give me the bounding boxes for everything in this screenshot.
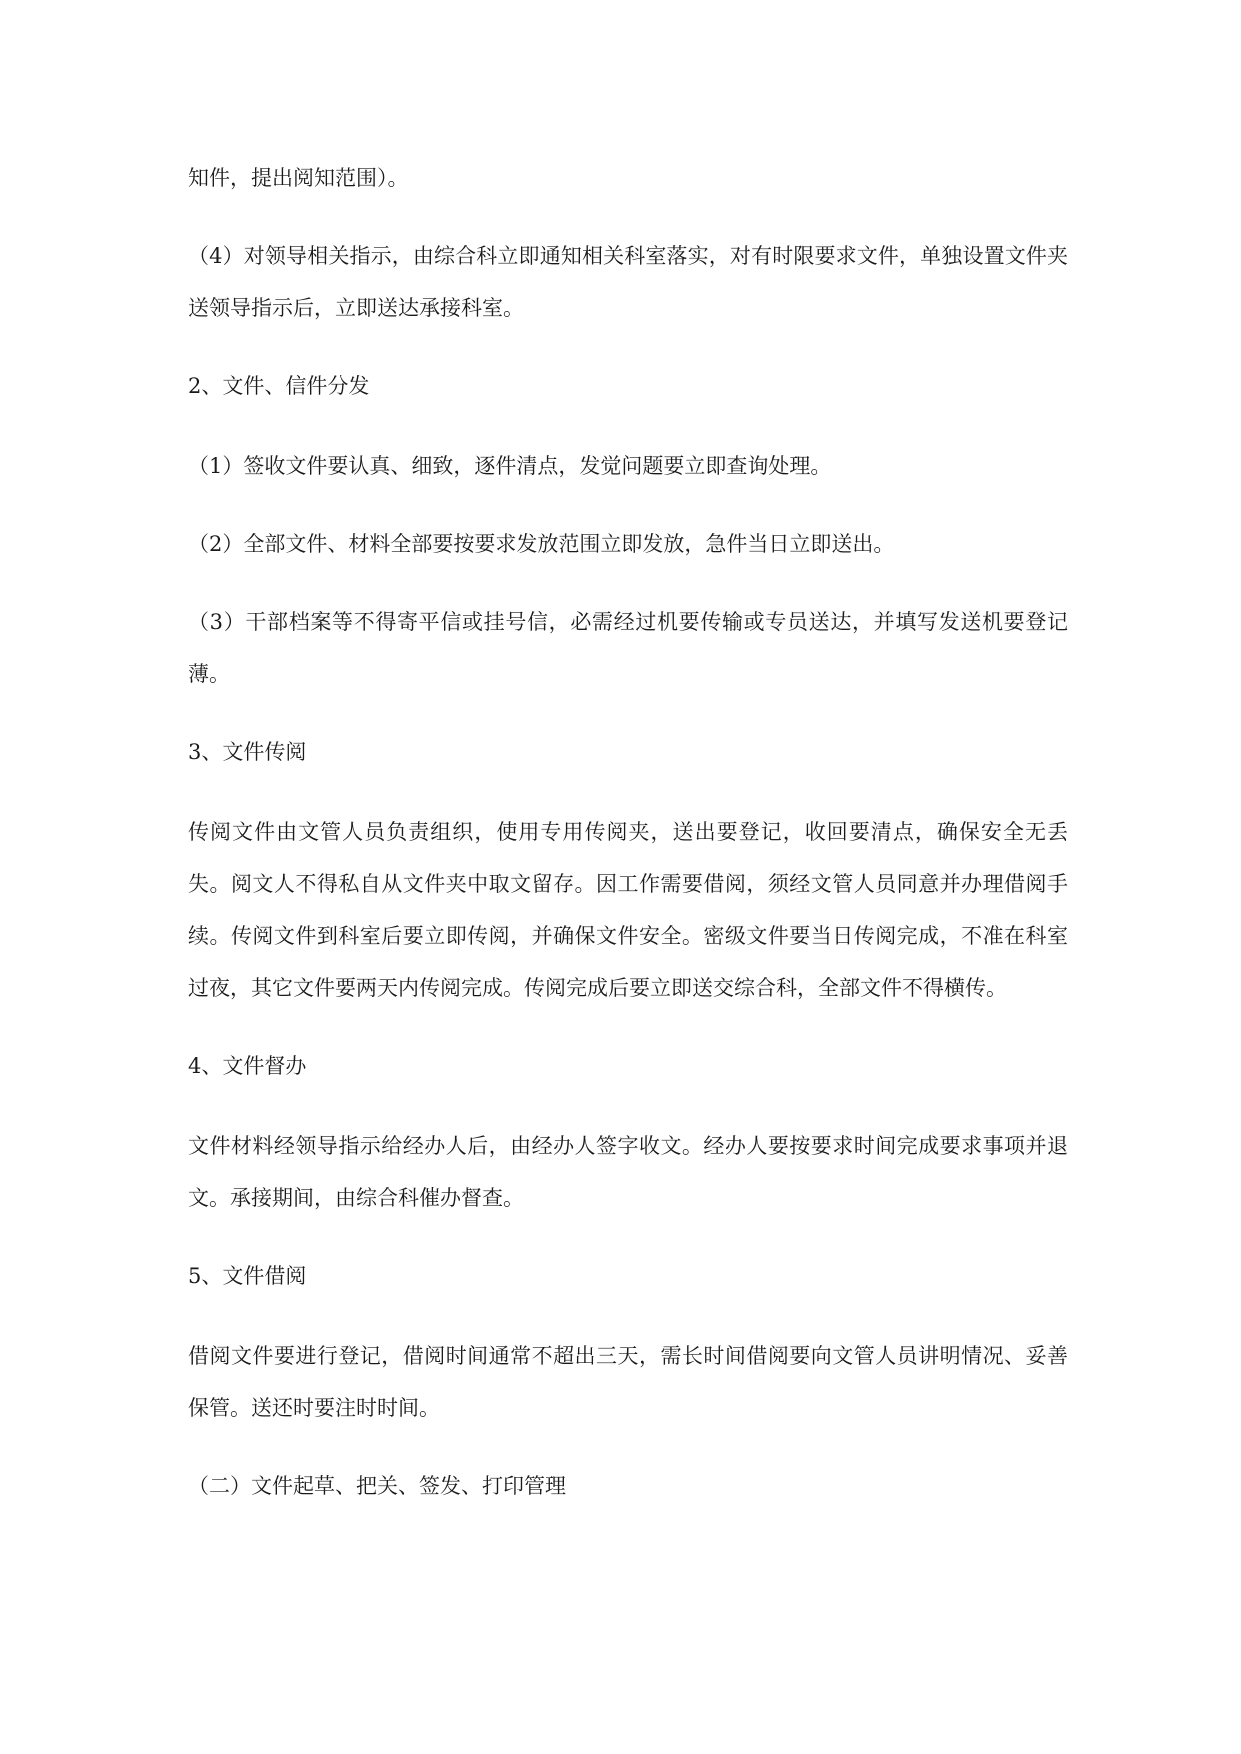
paragraph-continuation: 知件，提出阅知范围）。	[188, 166, 409, 190]
section-heading-part-2: （二）文件起草、把关、签发、打印管理	[188, 1474, 566, 1498]
paragraph-item-3: （3）干部档案等不得寄平信或挂号信，必需经过机要传输或专员送达，并填写发送机要登记薄。	[188, 610, 1068, 686]
paragraph-circulation: 传阅文件由文管人员负责组织，使用专用传阅夹，送出要登记，收回要清点，确保安全无丢失。阅文人不得私自从文件夹中取文留存。因工作需要借阅，须经文管人员同意并办理借阅手续。传阅文件到科室后要立即传阅，并确保文件安全。密级文件要当日传阅完成，不准在科室过夜，其它文件要两天内传阅完成。传阅完成后要立即送交综合科，全部文件不得横传。	[188, 820, 1068, 1000]
section-heading-4: 4、文件督办	[188, 1054, 307, 1078]
paragraph-item-1: （1）签收文件要认真、细致，逐件清点，发觉问题要立即查询处理。	[188, 454, 832, 478]
paragraph-item-4: （4）对领导相关指示，由综合科立即通知相关科室落实，对有时限要求文件，单独设置文件夹送领导指示后，立即送达承接科室。	[188, 244, 1068, 320]
document-body	[188, 152, 1068, 1540]
section-heading-3: 3、文件传阅	[188, 740, 307, 764]
paragraph-borrowing: 借阅文件要进行登记，借阅时间通常不超出三天，需长时间借阅要向文管人员讲明情况、妥善保管。送还时要注时时间。	[188, 1344, 1068, 1420]
paragraph-item-2: （2）全部文件、材料全部要按要求发放范围立即发放，急件当日立即送出。	[188, 532, 895, 556]
section-heading-2: 2、文件、信件分发	[188, 374, 370, 398]
section-heading-5: 5、文件借阅	[188, 1264, 307, 1288]
paragraph-supervision: 文件材料经领导指示给经办人后，由经办人签字收文。经办人要按要求时间完成要求事项并退文。承接期间，由综合科催办督查。	[188, 1134, 1068, 1210]
